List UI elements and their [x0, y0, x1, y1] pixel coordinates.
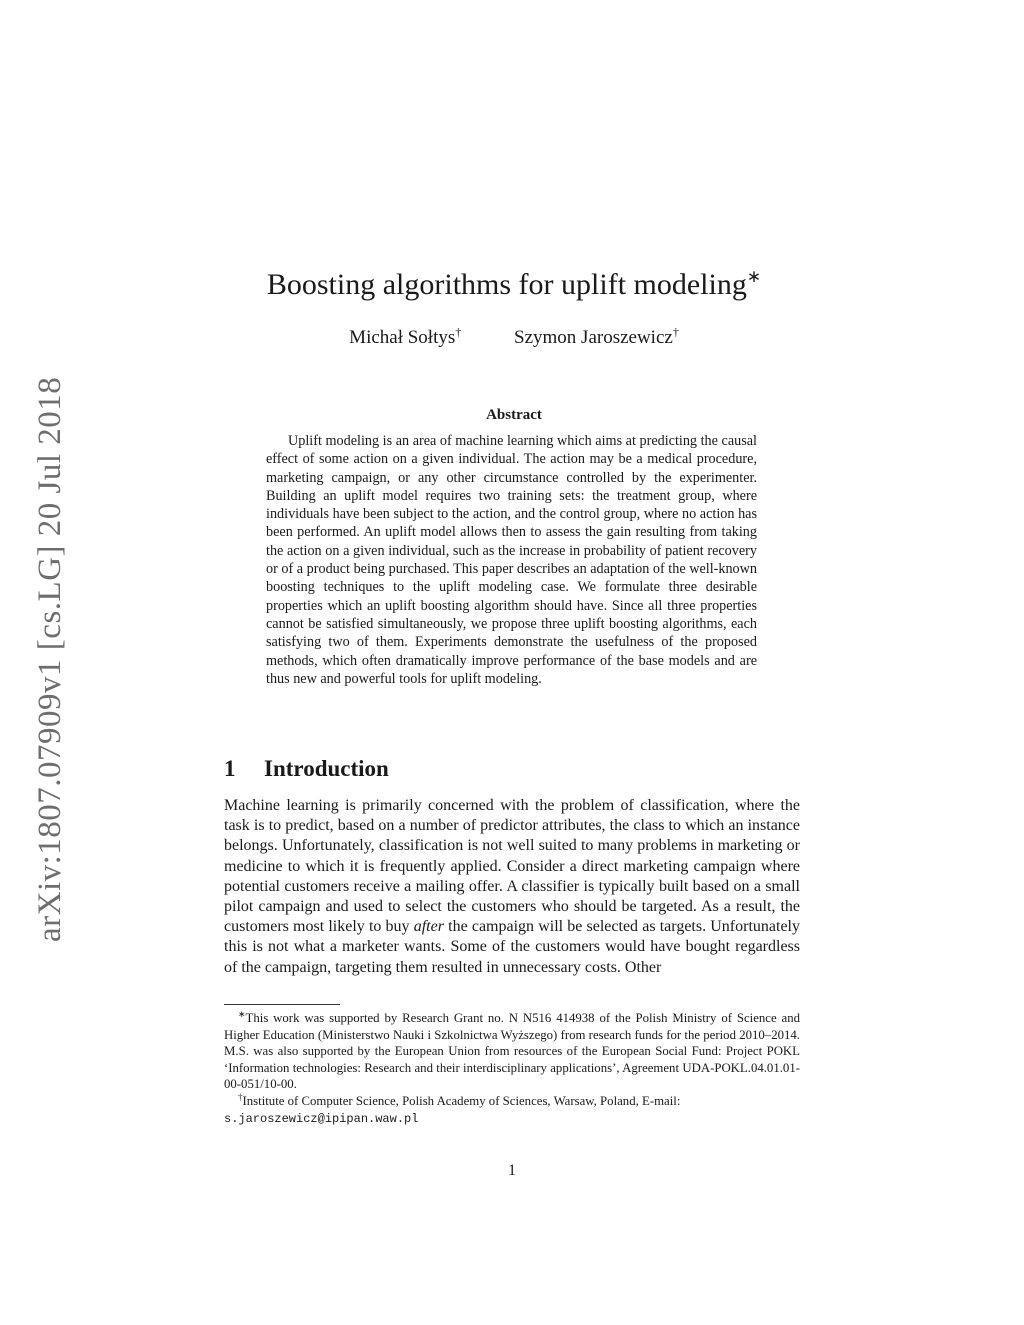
- footnote-divider: [224, 1004, 340, 1005]
- intro-emphasis: after: [413, 918, 444, 936]
- author-1: [349, 326, 461, 350]
- footnote-2-mark: †: [238, 1091, 243, 1102]
- author-list: [224, 326, 804, 350]
- abstract-text: Uplift modeling is an area of machine learning which aims at predicting the causal effect of some action on a given individual. The action may be a medical procedure, marketing campaign, or any other circumstance controlled by the experimenter. Building an uplift model requires two training sets: the treatment group, where individuals have been subject to the action, and the control group, where no action has been performed. An uplift model allows then to assess the gain resulting from taking the action on a given individual, such as the increase in probability of patient recovery or of a product being purchased. This paper describes an adaptation of the well-known boosting techniques to the uplift modeling case. We formulate three desirable properties which an uplift boosting algorithm should have. Since all three properties cannot be satisfied simultaneously, we propose three uplift boosting algorithms, each satisfying two of them. Experiments demonstrate the usefulness of the proposed methods, which often dramatically improve performance of the base models and are thus new and powerful tools for uplift modeling.: [266, 433, 757, 687]
- introduction-paragraph: [224, 796, 800, 978]
- footnote-1: [224, 1010, 800, 1093]
- title-footnote-mark: ∗: [746, 267, 762, 286]
- author-1-name: Michał Sołtys: [349, 327, 456, 348]
- footnotes: [224, 1010, 800, 1127]
- section-heading: [224, 754, 804, 784]
- footnote-2-text: Institute of Computer Science, Polish Academy of Sciences, Warsaw, Poland, E-mail:: [242, 1093, 681, 1108]
- footnote-2: [224, 1093, 800, 1127]
- title-text: Boosting algorithms for uplift modeling: [266, 268, 747, 301]
- author-2: [514, 326, 679, 350]
- author-2-name: Szymon Jaroszewicz: [514, 327, 673, 348]
- abstract-heading: Abstract: [486, 407, 542, 423]
- section-number: 1: [224, 756, 236, 781]
- arxiv-identifier: arXiv:1807.07909v1 [cs.LG] 20 Jul 2018: [32, 376, 68, 942]
- intro-text-part-2: the campaign will be selected as targets. Unfortunately this is not what a marketer wants. Some of the customers would have bought regardless of the campaign, targeting them resulted in unnecessary costs. Other: [224, 918, 801, 976]
- footnote-1-mark: ∗: [238, 1009, 246, 1019]
- footnote-1-text: This work was supported by Research Grant no. N N516 414938 of the Polish Ministry of Science and Higher Education (Ministerstwo Nauki i Szkolnictwa Wyższego) from research funds for the period 2010–2014. M.S. was also supported by the European Union from resources of the European Social Fund: Project POKL ‘Information technologies: Research and their interdisciplinary applications’, Agreement UDA-POKL.04.01.01-00-051/10-00.: [224, 1011, 800, 1092]
- author-2-mark: †: [672, 325, 679, 339]
- intro-text-part-1: Machine learning is primarily concerned with the problem of classification, where the task is to predict, based on a number of predictor attributes, the class to which an instance belongs. Unfortunately, classification is not well suited to many problems in marketing or medicine to which it is frequently applied. Consider a direct marketing campaign where potential customers receive a mailing offer. A classifier is typically built based on a small pilot campaign and used to select the customers who should be targeted. As a result, the customers most likely to buy: [224, 797, 800, 936]
- author-email-link[interactable]: s.jaroszewicz@ipipan.waw.pl: [224, 1111, 419, 1126]
- section-title: Introduction: [264, 756, 389, 781]
- author-1-mark: †: [455, 325, 462, 339]
- paper-title: [224, 267, 804, 303]
- page-number: 1: [508, 1162, 516, 1179]
